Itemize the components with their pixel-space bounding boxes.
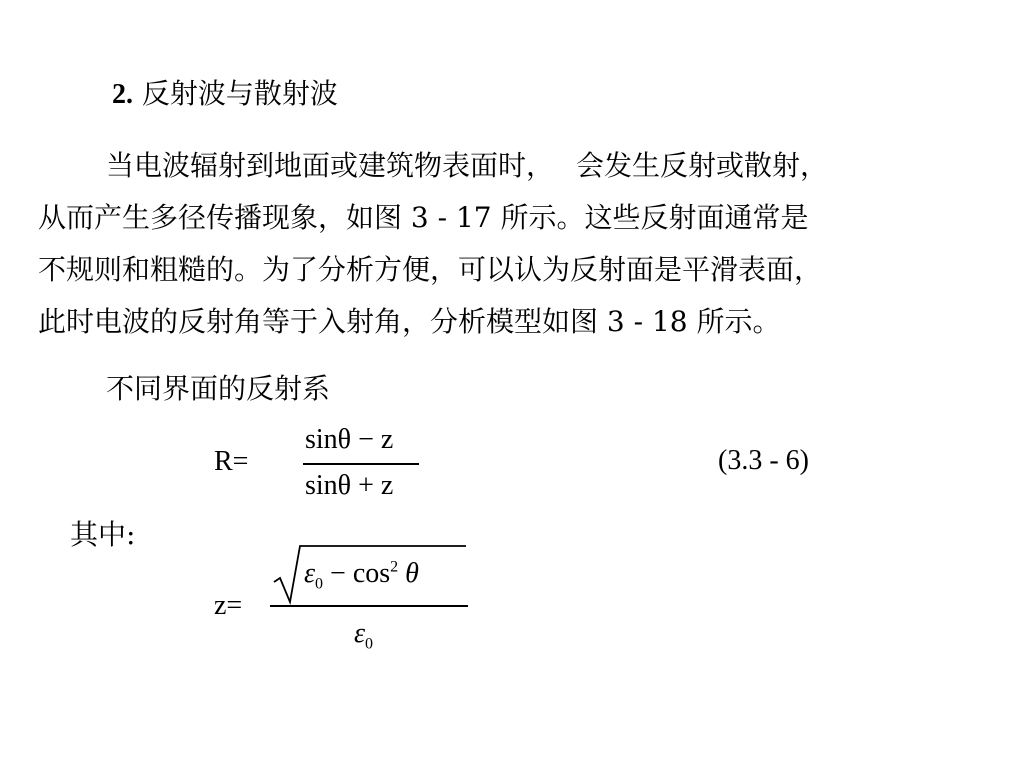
equation-z-denominator	[354, 618, 373, 654]
body-paragraph	[38, 140, 998, 348]
numerator-epsilon-subscript: 0	[315, 575, 324, 593]
paragraph-line-3: 不规则和粗糙的。为了分析方便，可以认为反射面是平滑表面，	[38, 253, 823, 286]
equation-r-number: (3.3 - 6)	[718, 445, 809, 476]
paragraph-line-4: 此时电波的反射角等于入射角，分析模型如图 3 - 18 所示。	[38, 305, 781, 338]
equation-r-numerator: sinθ − z	[305, 424, 394, 455]
section-heading	[112, 74, 338, 115]
numerator-epsilon: ε	[304, 558, 316, 589]
paragraph-line-1	[38, 140, 998, 192]
numerator-theta: θ	[398, 558, 419, 589]
numerator-cos-exponent: 2	[390, 558, 399, 576]
where-label: 其中:	[70, 518, 136, 551]
equation-r-denominator: sinθ + z	[305, 470, 394, 501]
equation-z-fraction-bar	[270, 605, 468, 607]
equation-r-lhs: R=	[214, 446, 249, 477]
subheading: 不同界面的反射系	[106, 372, 331, 405]
section-number: 2.	[112, 79, 133, 110]
denominator-epsilon-subscript: 0	[365, 635, 374, 653]
paragraph-line-2: 从而产生多径传播现象，如图 3 - 17 所示。这些反射面通常是	[38, 201, 809, 234]
equation-z-lhs: z=	[214, 590, 243, 621]
section-title: 反射波与散射波	[141, 77, 338, 110]
equation-r-fraction-bar	[303, 463, 419, 465]
numerator-minus-cos: − cos	[323, 558, 391, 589]
paragraph-line-1-part-b: 会发生反射或散射，	[576, 149, 829, 182]
equation-z-numerator	[304, 558, 419, 594]
denominator-epsilon: ε	[354, 618, 366, 649]
paragraph-line-1-part-a: 当电波辐射到地面或建筑物表面时，	[106, 149, 555, 182]
